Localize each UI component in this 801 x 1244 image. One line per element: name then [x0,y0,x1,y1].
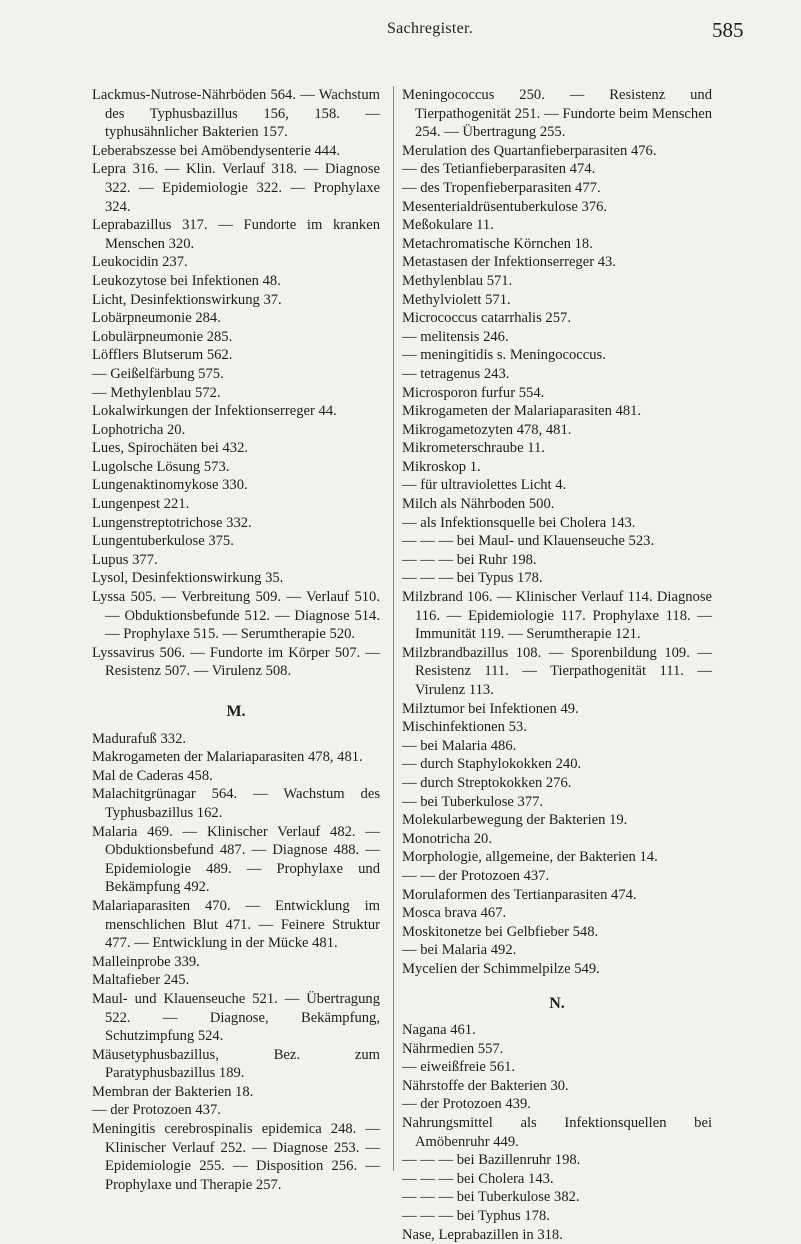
index-entry: — — — bei Bazillenruhr 198. [402,1152,581,1169]
letter-heading-m: M. [226,703,246,720]
index-entry: Meningitis cerebrospinalis epidemica 248. — Klinischer Verlauf 252. — Diagnose 253. — Epidemiologie 255. — Disposition 256. — Prophylaxe und Therapie 257. [92,1121,380,1193]
index-entry: — des Tetianfieberparasiten 474. [402,161,596,178]
index-entry: Monotricha 20. [402,830,492,847]
left-column [92,86,380,1194]
index-entry: — bei Tuberkulose 377. [402,793,544,810]
index-entry: Lysol, Desinfektionswirkung 35. [92,570,284,587]
index-entry: Meningococcus 250. — Resistenz und Tierpathogenität 251. — Fundorte beim Menschen 254. — Übertragung 255. [402,87,712,141]
index-entry: Mycelien der Schimmelpilze 549. [402,960,600,977]
index-entry: — — der Protozoen 437. [402,867,550,884]
index-entry: — bei Malaria 486. [402,737,517,754]
index-entry: — — — bei Typus 178. [402,570,543,587]
index-entry: Malaria 469. — Klinischer Verlauf 482. — Obduktionsbefund 487. — Diagnose 488. — Epidemiologie 489. — Prophylaxe und Bekämpfung 492. [92,823,380,896]
index-entry: Membran der Bakterien 18. [92,1083,254,1100]
index-entry: Lyssa 505. — Verbreitung 509. — Verlauf 510. — Obduktionsbefunde 512. — Diagnose 514. — Prophylaxe 515. — Serumtherapie 520. [92,589,380,643]
index-section-m-left [92,730,380,1195]
index-entry: Mesenterialdrüsentuberkulose 376. [402,198,608,215]
index-entry: Nährmedien 557. [402,1040,504,1057]
index-entry: Maltafieber 245. [92,972,190,989]
index-entry: Löfflers Blutserum 562. [92,347,233,364]
index-entry: — der Protozoen 439. [402,1096,531,1113]
column-divider [393,86,394,1171]
index-entry: Lungentuberkulose 375. [92,533,234,550]
index-entry: Mäusetyphusbazillus, Bez. zum Paratyphusbazillus 189. [92,1046,380,1082]
index-entry: Lyssavirus 506. — Fundorte im Körper 507. — Resistenz 507. — Virulenz 508. [92,644,380,680]
index-entry: Leukozytose bei Infektionen 48. [92,272,281,289]
index-entry: Lues, Spirochäten bei 432. [92,440,249,457]
index-entry: Lungenpest 221. [92,496,190,513]
index-entry: Morphologie, allgemeine, der Bakterien 14. [402,849,658,866]
index-entry: Lepra 316. — Klin. Verlauf 318. — Diagnose 322. — Epidemiologie 322. — Prophylaxe 324. [92,161,380,215]
index-entry: Mikrogameten der Malariaparasiten 481. [402,403,642,420]
index-entry: Molekularbewegung der Bakterien 19. [402,812,628,829]
index-entry: — bei Malaria 492. [402,942,517,959]
index-entry: Madurafuß 332. [92,730,187,747]
index-entry: — durch Staphylokokken 240. [402,756,582,773]
index-entry: Licht, Desinfektionswirkung 37. [92,291,282,308]
index-entry: Lophotricha 20. [92,421,186,438]
index-entry: — der Protozoen 437. [92,1102,221,1119]
index-entry: Milztumor bei Infektionen 49. [402,700,579,717]
index-entry: Milch als Nährboden 500. [402,496,555,513]
letter-heading-n: N. [549,994,565,1012]
index-entry: Metastasen der Infektionserreger 43. [402,254,616,271]
index-entry: Mikroskop 1. [402,458,481,475]
index-entry: Lungenaktinomykose 330. [92,477,248,494]
index-entry: Milzbrand 106. — Klinischer Verlauf 114. Diagnose 116. — Epidemiologie 117. Prophylaxe 118. — Immunität 119. — Serumtherapie 121. [402,589,712,643]
index-entry: — eiweißfreie 561. [402,1059,516,1076]
index-section-l [92,86,380,681]
index-entry: Malleinprobe 339. [92,953,200,970]
index-entry: — — — bei Typhus 178. [402,1208,550,1225]
index-entry: Microsporon furfur 554. [402,384,545,401]
page-header [0,20,801,50]
index-entry: Lokalwirkungen der Infektionserreger 44. [92,403,337,420]
index-entry: Merulation des Quartanfieberparasiten 476. [402,142,657,159]
index-entry: Malachitgrünagar 564. — Wachstum des Typhusbazillus 162. [92,786,380,821]
page-number: 585 [712,18,744,42]
index-entry: Lackmus-Nutrose-Nährböden 564. — Wachstum des Typhusbazillus 156, 158. — typhusähnlicher Bakterien 157. [92,87,380,141]
index-entry: Morulaformen des Tertianparasiten 474. [402,886,637,903]
index-entry: Malariaparasiten 470. — Entwicklung im menschlichen Blut 471. — Feinere Struktur 477. — Entwicklung in der Mücke 481. [92,897,380,952]
index-entry: Mosca brava 467. [402,905,507,922]
index-entry: Leprabazillus 317. — Fundorte im kranken Menschen 320. [92,217,380,252]
index-entry: Lupus 377. [92,551,158,568]
index-entry: Lobärpneumonie 284. [92,310,221,327]
index-entry: Makrogameten der Malariaparasiten 478, 481. [92,749,363,766]
index-entry: Nährstoffe der Bakterien 30. [402,1077,569,1094]
index-entry: Nagana 461. [402,1022,476,1039]
index-entry: Moskitonetze bei Gelbfieber 548. [402,923,599,940]
index-entry: Lobulärpneumonie 285. [92,328,233,345]
index-entry: Lungenstreptotrichose 332. [92,514,252,531]
index-entry: Nase, Leprabazillen in 318. [402,1226,563,1243]
index-entry: Methylviolett 571. [402,291,511,308]
index-entry: — — — bei Ruhr 198. [402,551,537,568]
index-entry: Micrococcus catarrhalis 257. [402,310,571,327]
index-entry: Maul- und Klauenseuche 521. — Übertragung 522. — Diagnose, Bekämpfung, Schutzimpfung 524. [92,990,380,1045]
index-entry: — des Tropenfieberparasiten 477. [402,179,601,196]
index-entry: Leberabszesse bei Amöbendysenterie 444. [92,142,341,159]
index-entry: Nahrungsmittel als Infektionsquellen bei Amöbenruhr 449. [402,1115,712,1150]
index-entry: — meningitidis s. Meningococcus. [402,347,606,364]
index-section-m-right [402,86,712,979]
index-entry: Mikrometerschraube 11. [402,440,545,457]
index-entry: — — — bei Cholera 143. [402,1170,554,1187]
index-entry: — Geißelfärbung 575. [92,365,224,382]
index-entry: — als Infektionsquelle bei Cholera 143. [402,514,636,531]
index-entry: Lugolsche Lösung 573. [92,458,230,475]
index-entry: — Methylenblau 572. [92,384,221,401]
index-entry: Milzbrandbazillus 108. — Sporenbildung 109. — Resistenz 111. — Tierpathogenität 111. — Virulenz 113. [402,644,712,698]
index-entry: Methylenblau 571. [402,272,513,289]
index-entry: — durch Streptokokken 276. [402,774,572,791]
index-entry: — — — bei Maul- und Klauenseuche 523. [402,533,655,550]
running-title: Sachregister. [386,20,474,37]
index-entry: — — — bei Tuberkulose 382. [402,1189,580,1206]
index-entry: — tetragenus 243. [402,365,510,382]
right-column [402,86,712,1244]
index-entry: — melitensis 246. [402,328,509,345]
index-entry: Mikrogametozyten 478, 481. [402,421,572,438]
index-entry: — für ultraviolettes Licht 4. [402,477,567,494]
index-entry: Mal de Caderas 458. [92,767,213,784]
index-entry: Meßokulare 11. [402,217,494,234]
index-section-n [402,1021,712,1244]
index-entry: Leukocidin 237. [92,254,188,271]
index-entry: Metachromatische Körnchen 18. [402,235,593,252]
index-entry: Mischinfektionen 53. [402,719,527,736]
